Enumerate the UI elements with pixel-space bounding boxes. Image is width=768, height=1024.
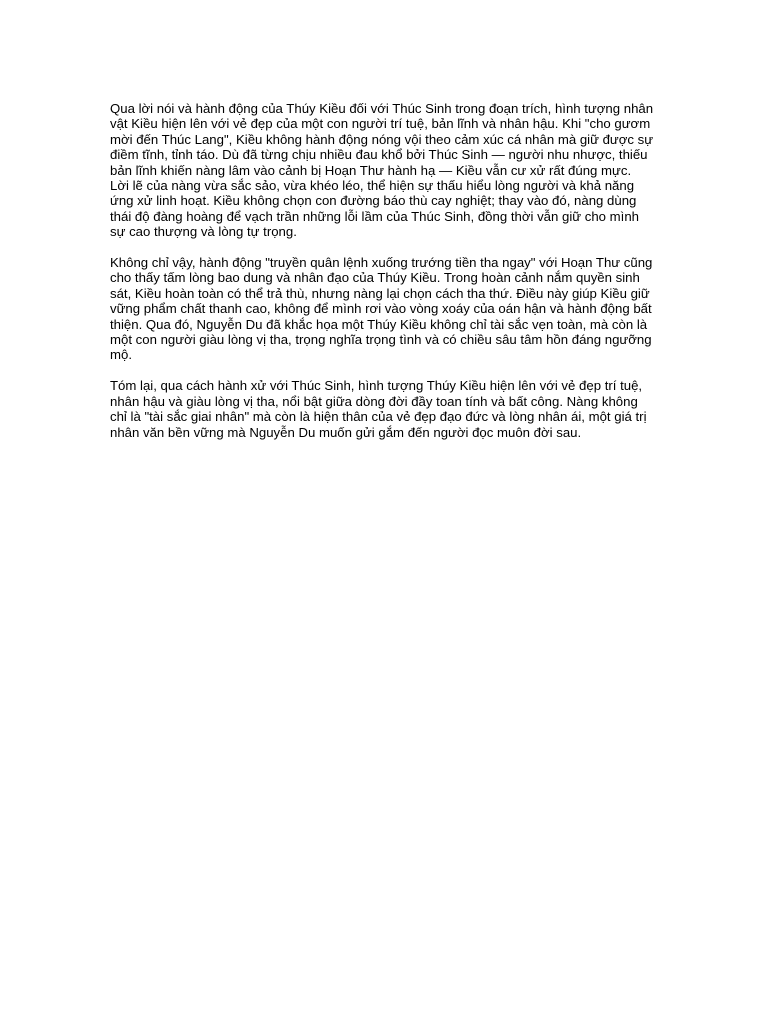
paragraph-2 — [110, 255, 700, 363]
text-line: bản lĩnh khiến nàng lâm vào cảnh bị Hoạn Thư hành hạ — Kiều vẫn cư xử rất đúng mực. — [110, 162, 632, 178]
text-line: Lời lẽ của nàng vừa sắc sảo, vừa khéo léo, thể hiện sự thấu hiểu lòng người và khả năng — [110, 178, 635, 194]
text-line: điềm tĩnh, tỉnh táo. Dù đã từng chịu nhiều đau khổ bởi Thúc Sinh — người nhu nhược, thiếu — [110, 147, 648, 163]
text-line: cho thấy tấm lòng bao dung và nhân đạo của Thúy Kiều. Trong hoàn cảnh nắm quyền sinh — [110, 270, 640, 286]
text-line: vững phẩm chất thanh cao, không để mình rơi vào vòng xoáy của oán hận và hành động bất — [110, 301, 652, 317]
text-line: nhân hậu và giàu lòng vị tha, nổi bật giữa dòng đời đầy toan tính và bất công. Nàng không — [110, 393, 638, 409]
text-line: chỉ là "tài sắc giai nhân" mà còn là hiện thân của vẻ đẹp đạo đức và lòng nhân ái, một giá trị — [110, 409, 647, 425]
text-line: Không chỉ vậy, hành động "truyền quân lệnh xuống trướng tiền tha ngay" với Hoạn Thư cũng — [110, 255, 653, 271]
text-line: Qua lời nói và hành động của Thúy Kiều đối với Thúc Sinh trong đoạn trích, hình tượng nhân — [110, 101, 654, 116]
text-line: sự cao thượng và lòng tự trọng. — [110, 224, 297, 240]
text-line: thiện. Qua đó, Nguyễn Du đã khắc họa một Thúy Kiều không chỉ tài sắc vẹn toàn, mà còn là — [110, 316, 648, 332]
paragraph-3 — [110, 378, 700, 440]
text-line: nhân văn bền vững mà Nguyễn Du muốn gửi gắm đến người đọc muôn đời sau. — [110, 424, 582, 440]
text-line: ứng xử linh hoạt. Kiều không chọn con đường báo thù cay nghiệt; thay vào đó, nàng dùng — [110, 193, 637, 209]
text-line: thái độ đàng hoàng để vạch trần những lỗi lầm của Thúc Sinh, đồng thời vẫn giữ cho mình — [110, 208, 639, 224]
text-line: mời đến Thúc Lang", Kiều không hành động nóng vội theo cảm xúc cá nhân mà giữ được sự — [110, 131, 654, 147]
paragraph-1 — [110, 101, 700, 240]
text-line: vật Kiều hiện lên với vẻ đẹp của một con người trí tuệ, bản lĩnh và nhân hậu. Khi "cho gươm — [110, 116, 651, 132]
text-line: một con người giàu lòng vị tha, trọng nghĩa trọng tình và có chiều sâu tâm hồn đáng ngưỡng — [110, 332, 652, 348]
text-line: mộ. — [110, 347, 132, 363]
document-body — [110, 101, 700, 455]
text-line: sát, Kiều hoàn toàn có thể trả thù, nhưng nàng lại chọn cách tha thứ. Điều này giúp Kiều giữ — [110, 285, 650, 301]
text-line: Tóm lại, qua cách hành xử với Thúc Sinh, hình tượng Thúy Kiều hiện lên với vẻ đẹp trí tuệ, — [110, 378, 643, 394]
